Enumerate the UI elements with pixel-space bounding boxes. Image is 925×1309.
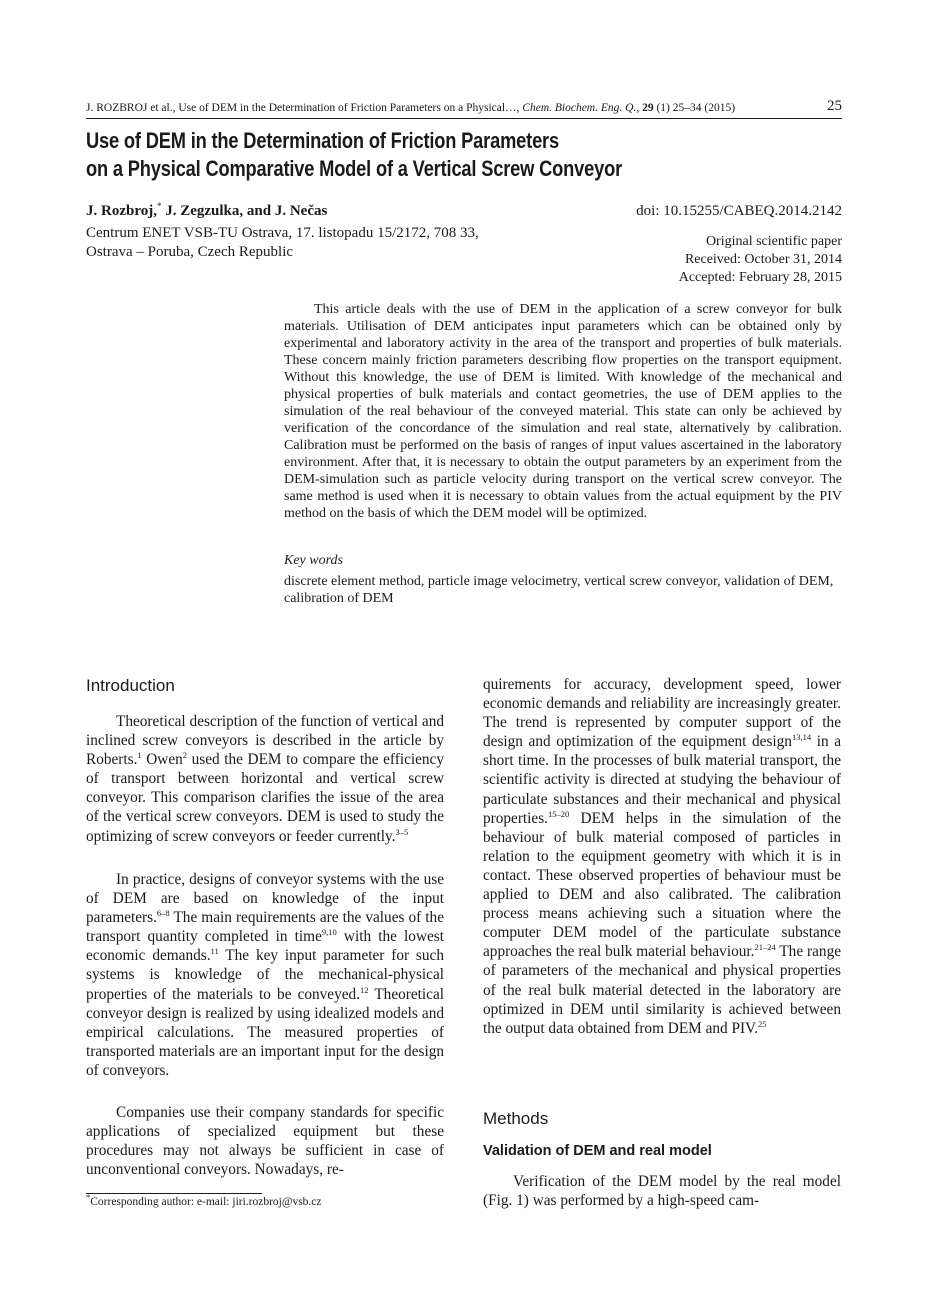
running-head-authors: J. ROZBROJ et al., Use of DEM in the Determination of Friction Parameters on a Physical…, bbox=[86, 102, 520, 114]
reference-mark: 12 bbox=[360, 984, 369, 995]
footnote-mark: * bbox=[86, 1192, 91, 1203]
running-head-citation: J. ROZBROJ et al., Use of DEM in the Determination of Friction Parameters on a Physical…, Chem. Biochem. Eng. Q., 29 (1) 25–34 (2015) bbox=[86, 102, 736, 114]
author-list bbox=[86, 203, 327, 220]
intro-paragraph-3: Companies use their company standards for specific applications of specialized equipment but these procedures may not always be sufficient in case of unconventional conveyors. Nowadays, re- bbox=[86, 1104, 444, 1179]
reference-mark: 6–8 bbox=[156, 908, 170, 919]
methods-paragraph-1: Verification of the DEM model by the real model (Fig. 1) was performed by a high-speed cam- bbox=[483, 1173, 841, 1210]
article-title bbox=[86, 127, 717, 183]
reference-mark: 9,10 bbox=[321, 927, 337, 938]
page-number: 25 bbox=[827, 98, 842, 114]
corresponding-author-email: Corresponding author: e-mail: jiri.rozbroj@vsb.cz bbox=[90, 1196, 322, 1208]
reference-mark: 13,14 bbox=[791, 732, 812, 743]
running-head bbox=[86, 100, 842, 118]
affiliation-line-2: Ostrava – Poruba, Czech Republic bbox=[86, 244, 294, 260]
author-others: J. Zegzulka, and J. Nečas bbox=[161, 203, 328, 219]
corresponding-author-mark: * bbox=[156, 201, 162, 211]
header-rule bbox=[86, 118, 842, 119]
reference-mark: 11 bbox=[210, 946, 219, 957]
title-line-2: on a Physical Comparative Model of a Vertical Screw Conveyor bbox=[86, 156, 623, 181]
reference-mark: 3–5 bbox=[395, 826, 409, 837]
reference-mark: 15–20 bbox=[548, 808, 570, 819]
intro-paragraph-2: In practice, designs of conveyor systems with the use of DEM are based on knowledge of the input parameters.$^{6-8}$ The main requirements are the values of the transport quantity completed in time$^{9,10}$ with the lowest economic demands.$^{11}$ The key input parameter for such systems is knowledge of the mechanical-physical properties of the materials to be conveyed.$^{12}$ Theoretical conveyor design is realized by using idealized models and empirical calculations. The measured properties of transported materials are an important input for the design of conveyors. bbox=[86, 871, 444, 1079]
reference-mark: 1 bbox=[137, 750, 142, 761]
intro-paragraph-1: Theoretical description of the function of vertical and inclined screw conveyors is described in the article by Roberts.$^1$ Owen$^2$ used the DEM to compare the efficiency of transport between horizontal and vertical screw conveyor. This comparison clarifies the issue of the area of the vertical screw conveyors. DEM is used to study the optimizing of screw conveyors or feeder currently.$^{3-5}$ bbox=[86, 713, 444, 845]
affiliation-line-1: Centrum ENET VSB-TU Ostrava, 17. listopadu 15/2172, 708 33, bbox=[86, 225, 479, 241]
keywords: discrete element method, particle image velocimetry, vertical screw conveyor, validation of DEM, calibration of DEM bbox=[284, 574, 834, 606]
reference-mark: 25 bbox=[758, 1018, 767, 1029]
accepted-date: Accepted: February 28, 2015 bbox=[678, 270, 842, 285]
paper-type: Original scientific paper bbox=[705, 234, 842, 249]
keywords-label: Key words bbox=[284, 553, 343, 568]
reference-mark: 2 bbox=[182, 750, 188, 761]
abstract: This article deals with the use of DEM in the application of a screw conveyor for bulk materials. Utilisation of DEM anticipates input parameters which can be obtained only by experimental and laboratory activity in the area of the transport and properties of bulk materials. These concern mainly friction parameters describing flow properties on the transport equipment. Without this knowledge, the use of DEM is limited. With knowledge of the mechanical and physical properties of bulk materials and contact geometries, the use of DEM applies to the simulation of the real behaviour of the conveyed material. This state can only be achieved by verification of the concordance of the simulation and real state, alternatively by calibration. Calibration must be performed on the basis of ranges of input values ascertained in the laboratory environment. After that, it is necessary to obtain the output parameters by an experiment from the DEM-simulation such as particle velocity during transport on the vertical screw conveyor. The same method is used when it is necessary to obtain values from the actual equipment by the PIV method on the basis of which the DEM model will be optimized. bbox=[284, 302, 842, 521]
author-first: J. Rozbroj, bbox=[86, 203, 157, 219]
intro-paragraph-3-continued: quirements for accuracy, development speed, lower economic demands and reliability are increasingly greater. The trend is represented by computer support of the design and optimization of the equipment design$^{13,14}$ in a short time. In the processes of bulk material transport, the scientific activity is directed at studying the behaviour of particulate substances and their mechanical and physical properties.$^{15-20}$ DEM helps in the simulation of the behaviour of bulk material composed of particles in relation to the equipment geometry with which it is in contact. These observed properties of behaviour must be applied to DEM and also calibrated. The calibration process means achieving such a situation where the computer DEM model of the particulate substance approaches the real bulk material behaviour.$^{21-24}$ The range of parameters of the mechanical and physical properties of the real bulk material detected in the laboratory are optimized in DEM until similarity is achieved between the output data obtained from DEM and PIV.$^{25}$ bbox=[483, 676, 842, 1037]
introduction-heading: Introduction bbox=[86, 676, 175, 695]
affiliation bbox=[86, 224, 556, 262]
journal-name: Chem. Biochem. Eng. Q. bbox=[522, 102, 637, 114]
validation-subheading: Validation of DEM and real model bbox=[483, 1143, 712, 1159]
received-date: Received: October 31, 2014 bbox=[684, 252, 842, 267]
doi: doi: 10.15255/CABEQ.2014.2142 bbox=[636, 203, 842, 219]
journal-volume: 29 bbox=[642, 102, 654, 114]
title-line-1: Use of DEM in the Determination of Friction Parameters bbox=[86, 128, 559, 153]
reference-mark: 21–24 bbox=[754, 942, 776, 953]
footnote bbox=[86, 1192, 322, 1208]
journal-issue-pages: (1) 25–34 (2015) bbox=[656, 102, 736, 114]
paper-info bbox=[679, 233, 842, 287]
methods-heading: Methods bbox=[483, 1109, 549, 1128]
footnote-rule bbox=[86, 1193, 262, 1194]
